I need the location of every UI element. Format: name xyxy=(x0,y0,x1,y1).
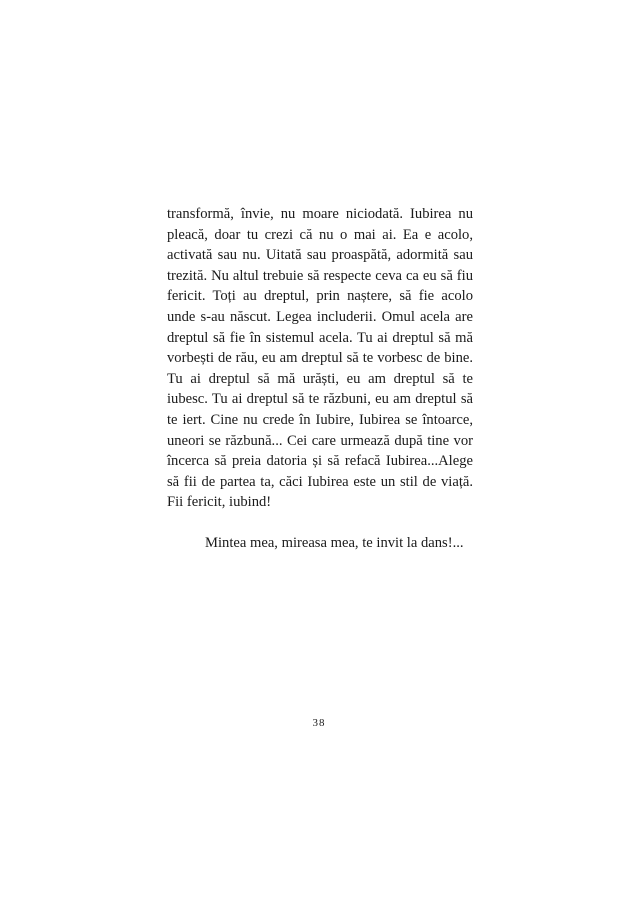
paragraph-main: transformă, învie, nu moare niciodată. Iubirea nu pleacă, doar tu crezi că nu o mai ai. Ea e acolo, activată sau nu. Uitată sau proaspătă, adormită sau trezită. Nu altul trebuie să respecte ceva ca eu să fiu fericit. Toți au dreptul, prin naștere, să fie acolo unde s-au născut. Legea includerii. Omul acela are dreptul să fie în sistemul acela. Tu ai dreptul să mă vorbești de rău, eu am dreptul să te vorbesc de bine. Tu ai dreptul să mă urăști, eu am dreptul să te iubesc. Tu ai dreptul să te răzbuni, eu am dreptul să te iert. Cine nu crede în Iubire, Iubirea se întoarce, uneori se răzbună... Cei care urmează după tine vor încerca să preia datoria și să refacă Iubirea...Alege să fii de partea ta, căci Iubirea este un stil de viață. Fii fericit, iubind! xyxy=(167,206,473,511)
body-text xyxy=(167,204,473,554)
page-number: 38 xyxy=(312,717,326,729)
paragraph-closing: Mintea mea, mireasa mea, te invit la dans!... xyxy=(205,534,464,551)
